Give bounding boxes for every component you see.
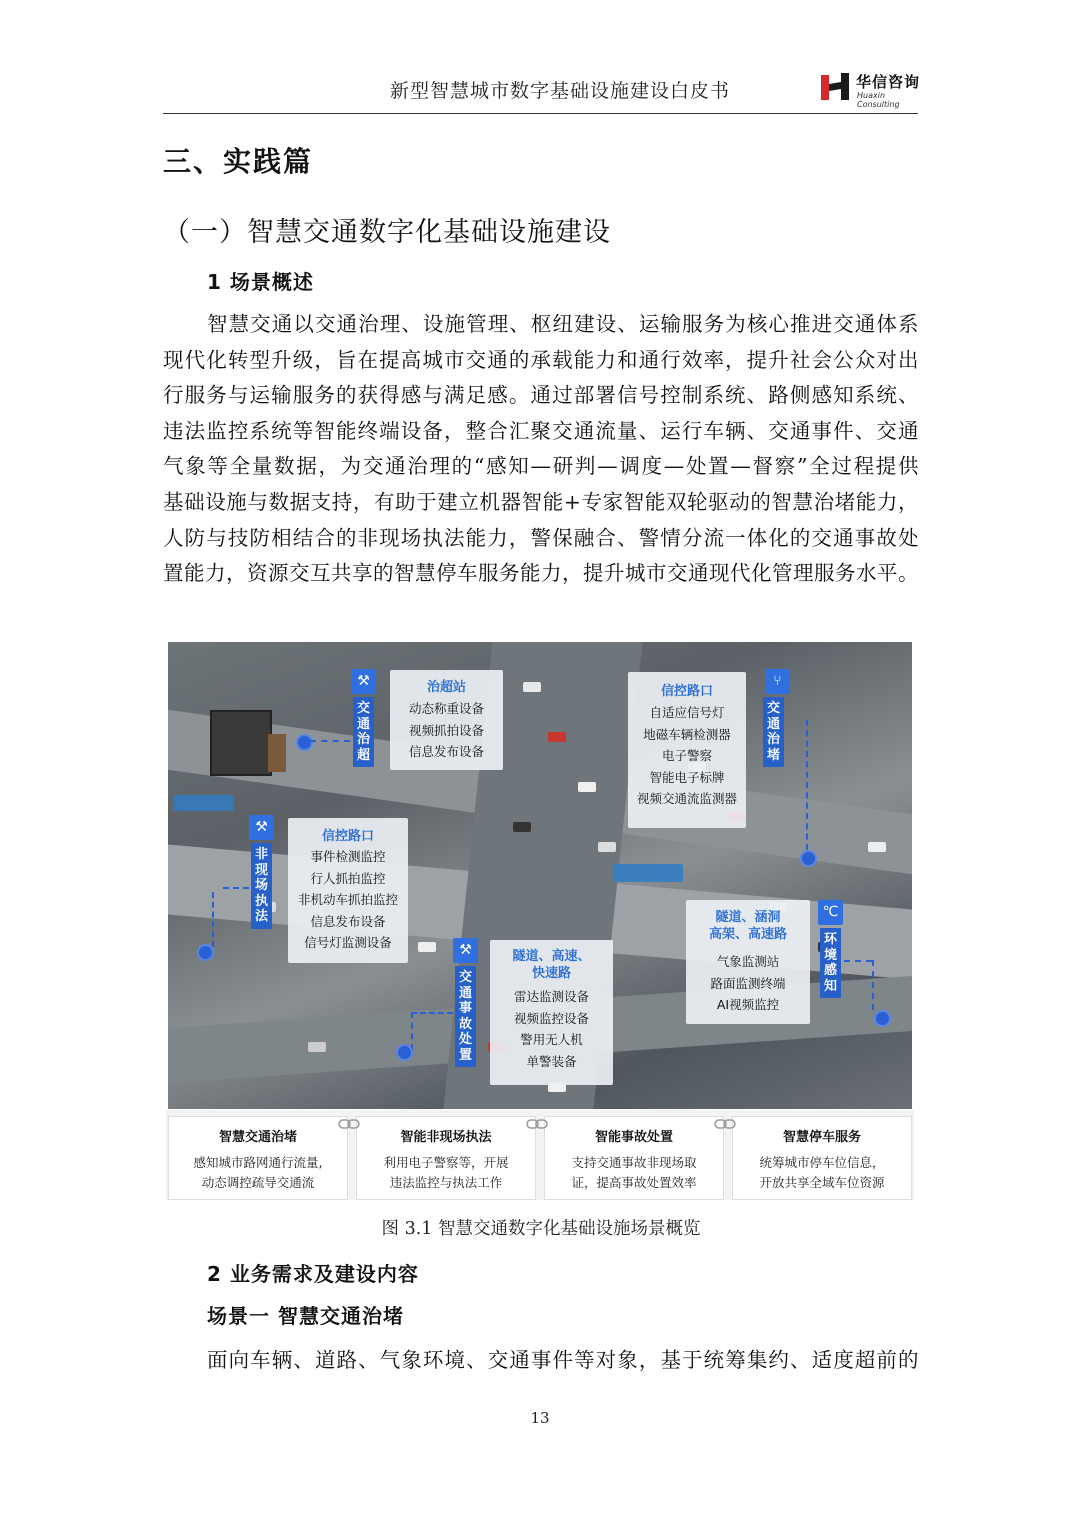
- card-title-line: 高架、高速路: [708, 927, 787, 942]
- card-overload-station: [390, 670, 503, 770]
- bus: [174, 795, 234, 811]
- tag-off-site-enforcement: [251, 843, 272, 929]
- card-item: 动态称重设备: [408, 701, 484, 716]
- car: [868, 842, 886, 852]
- wrench-icon: ⚒: [249, 815, 274, 840]
- location-marker: [197, 944, 214, 961]
- location-marker: [800, 850, 817, 867]
- subsection-heading-requirements: 2 业务需求及建设内容: [207, 1262, 419, 1286]
- card-item: AI视频监控: [716, 997, 780, 1012]
- tag-label: 交通事故处置: [458, 970, 472, 1063]
- logo-chinese-name: 华信咨询: [856, 73, 921, 91]
- card-item: 信息发布设备: [310, 913, 386, 929]
- smart-traffic-infrastructure-figure: [166, 640, 914, 1200]
- panel-line: 支持交通事故非现场取: [571, 1155, 697, 1170]
- card-item: 行人抓拍监控: [310, 870, 386, 886]
- card-highway-expressway: [490, 940, 613, 1085]
- overview-paragraph: [163, 307, 919, 592]
- subsection-heading-overview: 1 场景概述: [207, 270, 314, 294]
- card-title-line: 隧道、高速、: [512, 949, 591, 964]
- tag-label: 交通治堵: [766, 701, 780, 763]
- card-title: [490, 948, 613, 982]
- section-heading: （一）智慧交通数字化基础设施建设: [163, 217, 611, 248]
- connector-line: [223, 887, 249, 889]
- card-item: 非机动车抓拍监控: [297, 892, 398, 907]
- chain-link-icon: [526, 1118, 548, 1130]
- panel-line: 感知城市路网通行流量,: [193, 1155, 323, 1170]
- card-title-line: 快速路: [531, 966, 571, 981]
- paragraph-line: 人防与技防相结合的非现场执法能力，警保融合、警情分流一体化的交通事故处: [163, 525, 919, 550]
- card-item: 信号灯监测设备: [304, 935, 392, 950]
- card-title-line: 隧道、涵洞: [715, 910, 781, 925]
- panel-line: 利用电子警察等，开展: [383, 1155, 509, 1170]
- panel-line: 开放共享全域车位资源: [759, 1175, 885, 1190]
- paragraph-line: 行服务与运输服务的获得感与满足感。通过部署信号控制系统、路侧感知系统、: [163, 383, 919, 408]
- panel-description: [545, 1153, 723, 1193]
- connector-line: [212, 892, 214, 947]
- panel-title: 智能事故处置: [594, 1130, 673, 1145]
- card-item: 雷达监测设备: [513, 989, 589, 1004]
- car: [598, 842, 616, 852]
- card-item: 自适应信号灯: [649, 705, 725, 720]
- panel-line: 动态调控疏导交通流: [201, 1175, 315, 1190]
- tag-environment-sensing: [820, 928, 841, 998]
- tag-label: 交通治超: [356, 701, 370, 763]
- card-item: 路面监测终端: [710, 975, 786, 991]
- location-marker: [874, 1010, 891, 1027]
- card-tunnel-elevated-road: [686, 900, 810, 1024]
- card-item: 气象监测站: [716, 954, 780, 969]
- figure-caption: 图 3.1 智慧交通数字化基础设施场景概览: [381, 1219, 701, 1239]
- car: [308, 1042, 326, 1052]
- card-title: 信控路口: [660, 684, 713, 699]
- card-title: 治超站: [426, 680, 466, 695]
- panel-title: 智慧交通治堵: [218, 1130, 297, 1145]
- tag-accident-handling: [455, 966, 476, 1067]
- paragraph-line: 基础设施与数据支持，有助于建立机器智能+专家智能双轮驱动的智慧治堵能力，: [163, 489, 919, 514]
- car: [418, 942, 436, 952]
- tag-congestion-control: [763, 697, 784, 767]
- bus: [613, 864, 683, 882]
- paragraph-line: 违法监控系统等智能终端设备，整合汇聚交通流量、运行车辆、交通事件、交通: [163, 418, 919, 443]
- card-signal-intersection-top: [628, 672, 746, 828]
- connector-line: [411, 1012, 413, 1050]
- panel-title: 智慧停车服务: [782, 1130, 861, 1145]
- card-item: 视频交通流监测器: [636, 791, 737, 806]
- panel-smart-parking: [732, 1116, 912, 1200]
- card-item: 单警装备: [526, 1053, 577, 1069]
- panel-line: 证，提高事故处置效率: [571, 1175, 697, 1190]
- panel-accident-handling: [544, 1116, 724, 1200]
- truck-cab: [268, 734, 286, 772]
- tag-label: 环境感知: [823, 932, 837, 994]
- tag-overload-control: [353, 697, 374, 767]
- paragraph-line: 气象等全量数据，为交通治理的“感知—研判—调度—处置—督察”全过程提供: [163, 454, 919, 479]
- huaxin-logo: [820, 70, 921, 109]
- tag-label: 非现场执法: [254, 847, 268, 924]
- paragraph-line: 置能力，资源交互共享的智慧停车服务能力，提升城市交通现代化管理服务水平。: [163, 561, 919, 586]
- chapter-heading: 三、实践篇: [163, 145, 314, 178]
- aerial-traffic-photo: [168, 642, 912, 1109]
- logo-english-name: Huaxin Consulting: [857, 91, 900, 109]
- thermometer-icon: ℃: [818, 900, 843, 925]
- scenario-heading: 场景一 智慧交通治堵: [207, 1304, 404, 1328]
- paragraph-line: 智慧交通以交通治理、设施管理、枢纽建设、运输服务为核心推进交通体系: [207, 312, 919, 336]
- panel-line: 统筹城市停车位信息，: [759, 1155, 885, 1170]
- panel-title: 智能非现场执法: [400, 1130, 492, 1145]
- card-signal-intersection-left: [288, 818, 408, 963]
- card-item: 视频抓拍设备: [408, 722, 484, 738]
- connector-line: [411, 1012, 453, 1014]
- chain-link-icon: [714, 1118, 736, 1130]
- connector-line: [844, 960, 872, 962]
- car: [523, 682, 541, 692]
- card-item: 事件检测监控: [310, 849, 386, 864]
- document-running-title: 新型智慧城市数字基础设施建设白皮书: [389, 80, 730, 102]
- panel-description: [169, 1153, 347, 1193]
- wrench-icon: ⚒: [351, 669, 376, 694]
- scenario-paragraph: 面向车辆、道路、气象环境、交通事件等对象，基于统筹集约、适度超前的: [207, 1348, 919, 1372]
- car: [578, 782, 596, 792]
- wrench-icon: ⚒: [453, 938, 478, 963]
- road-fork-icon: ⑂: [765, 669, 790, 694]
- header-divider: [163, 113, 918, 114]
- card-item: 地磁车辆检测器: [643, 726, 731, 742]
- card-item: 信息发布设备: [408, 744, 484, 759]
- connector-line: [872, 960, 874, 1010]
- car: [513, 822, 531, 832]
- panel-smart-congestion: [168, 1116, 348, 1200]
- panel-off-site-enforcement: [356, 1116, 536, 1200]
- location-marker: [396, 1044, 413, 1061]
- card-item: 视频监控设备: [513, 1010, 589, 1026]
- paragraph-line: 现代化转型升级，旨在提高城市交通的承载能力和通行效率，提升社会公众对出: [163, 347, 919, 372]
- panel-line: 违法监控与执法工作: [389, 1175, 503, 1190]
- card-title: [686, 909, 810, 943]
- panel-description: [357, 1153, 535, 1193]
- page-number: 13: [530, 1409, 550, 1427]
- card-title: 信控路口: [321, 829, 374, 844]
- truck: [210, 710, 272, 776]
- chain-link-icon: [338, 1118, 360, 1130]
- card-item: 智能电子标牌: [649, 769, 725, 785]
- huaxin-logo-mark-icon: [820, 72, 852, 102]
- connector-line: [806, 720, 808, 850]
- card-item: 电子警察: [661, 748, 712, 763]
- location-marker: [296, 734, 313, 751]
- car: [548, 732, 566, 742]
- panel-description: [733, 1153, 911, 1193]
- connector-line: [310, 740, 350, 742]
- card-item: 警用无人机: [520, 1032, 583, 1047]
